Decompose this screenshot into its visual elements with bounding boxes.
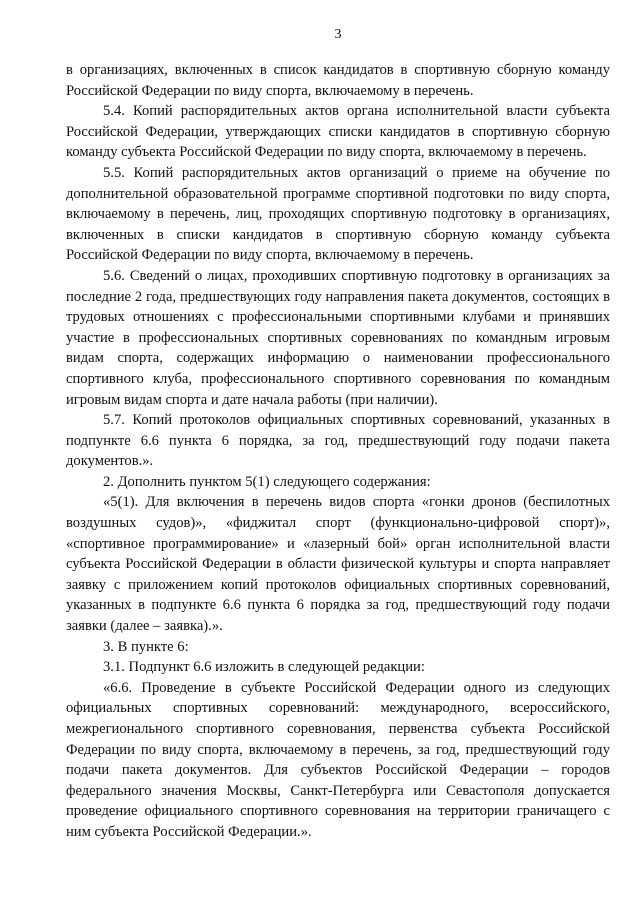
paragraph-5-5: 5.5. Копий распорядительных актов организаций о приеме на обучение по дополнительной образовательной программе спортивной подготовки по виду спорта, включаемому в перечень, лиц, проходящих спортивную подготовку в организациях, включенных в списки кандидатов в спортивную сборную команду субъекта Российской Федерации по виду спорта, включаемому в перечень. [66, 164, 610, 264]
paragraph-5-4: 5.4. Копий распорядительных актов органа исполнительной власти субъекта Российской Федерации, утверждающих списки кандидатов в спортивную сборную команду субъекта Российской Федерации по виду спорта, включаемому в перечень. [66, 103, 610, 161]
paragraph-6-6: «6.6. Проведение в субъекте Российской Федерации одного из следующих официальных спортивных соревнований: международного, всероссийского, межрегионального спортивного соревнования, первенства субъекта Российской Федерации по виду спорта, включаемому в перечень, за год, предшествующий году подачи пакета документов. Для субъектов Российской Федерации – городов федерального значения Москвы, Санкт-Петербурга или Севастополя допускается проведение официального спортивного соревнования на территории граничащего с ним субъекта Российской Федерации.». [66, 679, 610, 840]
paragraph-continuation: в организациях, включенных в список кандидатов в спортивную сборную команду Российской Федерации по виду спорта, включаемому в перечень. [66, 62, 610, 99]
paragraph-5-1: «5(1). Для включения в перечень видов спорта «гонки дронов (беспилотных воздушных судов)», «фиджитал спорт (функционально-цифровой спорт)», «спортивное программирование» и «лазерный бой» орган исполнительной власти субъекта Российской Федерации в области физической культуры и спорта направляет заявку с приложением копий протоколов официальных спортивных соревнований, указанных в подпункте 6.6 пункта 6 порядка за год, предшествующий году подачи заявки (далее – заявка).». [66, 494, 610, 635]
paragraph-item-3: 3. В пункте 6: [103, 638, 189, 655]
page-number: 3 [334, 27, 342, 42]
document-body [66, 60, 610, 843]
paragraph-5-6: 5.6. Сведений о лицах, проходивших спортивную подготовку в организациях за последние 2 года, предшествующих году направления пакета документов, состоящих в трудовых отношениях с профессиональными спортивными клубами и принявших участие в профессиональных спортивных соревнованиях по командным игровым видам спорта, содержащих информацию о наименовании профессионального спортивного клуба, профессионального спортивного соревнования по командным игровым видам спорта и дате начала работы (при наличии). [66, 267, 610, 408]
paragraph-3-1: 3.1. Подпункт 6.6 изложить в следующей редакции: [103, 659, 425, 676]
paragraph-5-7: 5.7. Копий протоколов официальных спортивных соревнований, указанных в подпункте 6.6 пункта 6 порядка, за год, предшествующий году подачи пакета документов.». [66, 412, 610, 470]
paragraph-item-2: 2. Дополнить пунктом 5(1) следующего содержания: [103, 473, 431, 490]
